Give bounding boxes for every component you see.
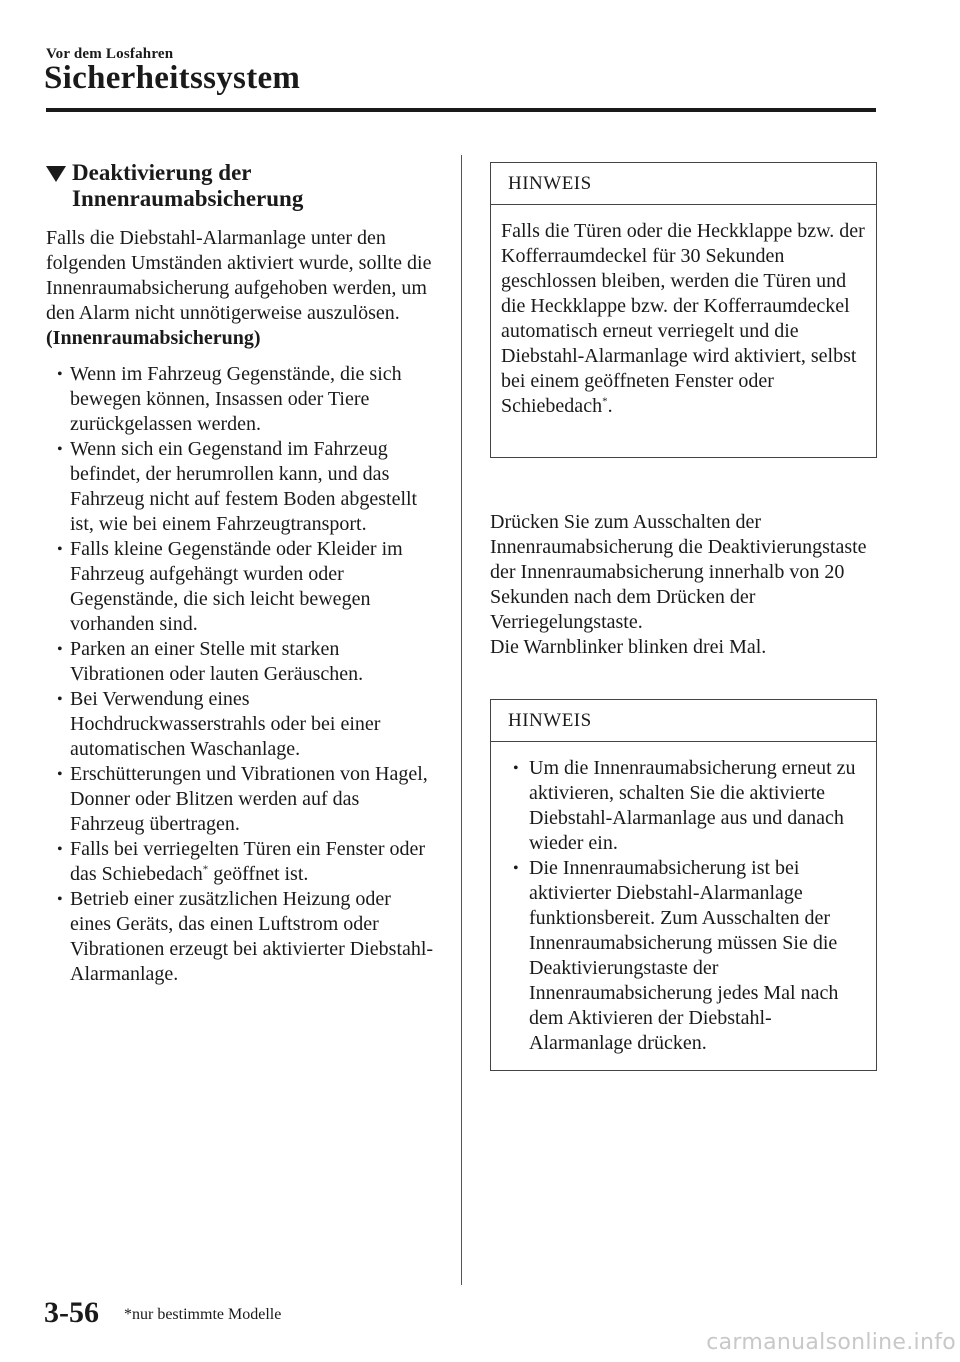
list-item: • Die Innenraumabsicherung ist bei aktivierter Diebstahl-Alarmanlage funktionsbereit. Zum Ausschalten der Innenraumabsicherung müssen Sie die Deaktivierungstaste der Innenraumabsicherung jedes Mal nach dem Aktivieren der Diebstahl-Alarmanlage drücken. [513,857,839,1054]
list-item: • Bei Verwendung eines Hochdruckwasserstrahls oder bei einer automatischen Waschanlage. [57,688,381,760]
left-column [46,160,436,987]
note-heading: HINWEIS [491,700,876,742]
page-number: 3-56 [44,1296,99,1329]
intro-paragraph: Falls die Diebstahl-Alarmanlage unter den folgenden Umständen aktiviert wurde, sollte die Innenraumabsicherung aufgehoben werden, um den Alarm nicht unnötigerweise auszulösen. [46,227,432,324]
note-body [491,742,876,1072]
list-item: • Erschütterungen und Vibrationen von Hagel, Donner oder Blitzen werden auf das Fahrzeug übertragen. [57,763,428,835]
list-item: • Um die Innenraumabsicherung erneut zu aktivieren, schalten Sie die aktivierte Diebstahl-Alarmanlage aus und danach wieder ein. [513,757,856,854]
heading-text [72,160,303,212]
header-rule [46,108,876,112]
list-item: • Falls kleine Gegenstände oder Kleider im Fahrzeug aufgehängt wurden oder Gegenstände, die sich leicht bewegen vorhanden sind. [57,538,403,635]
triangle-down-icon [46,166,66,182]
note-heading: HINWEIS [491,163,876,205]
condition-list [46,362,436,987]
column-divider [461,155,462,1285]
list-item: • Wenn im Fahrzeug Gegenstände, die sich bewegen können, Insassen oder Tiere zurückgelassen werden. [57,363,402,435]
list-item: • Betrieb einer zusätzlichen Heizung oder eines Geräts, das einen Luftstrom oder Vibrationen erzeugt bei aktivierter Diebstahl-Alarmanlage. [57,888,434,985]
note-box-1 [490,162,877,458]
note-list [501,756,866,1056]
list-item: • Wenn sich ein Gegenstand im Fahrzeug befindet, der herumrollen kann, und das Fahrzeug nicht auf festem Boden abgestellt ist, wie bei einem Fahrzeugtransport. [57,438,418,535]
asterisk-marker: * [202,863,209,876]
footnote: *nur bestimmte Modelle [124,1306,282,1323]
note-body: Falls die Türen oder die Heckklappe bzw. der Kofferraumdeckel für 30 Sekunden geschlossen bleiben, werden die Türen und die Heckklappe bzw. der Kofferraumdeckel automatisch erneut verriegelt und die Diebstahl-Alarmanlage wird aktiviert, selbst bei einem geöffneten Fenster oder Schiebedach*. [501,220,865,417]
instruction-paragraph: Drücken Sie zum Ausschalten der Innenraumabsicherung die Deaktivierungstaste der Innenraumabsicherung innerhalb von 20 Sekunden nach dem Drücken der Verriegelungstaste. Die Warnblinker blinken drei Mal. [490,511,867,658]
watermark: carmanualsonline.info [706,1330,956,1355]
asterisk-marker: * [602,395,608,408]
right-column [490,162,877,1054]
heading-line-1: Deaktivierung der [72,160,252,185]
heading-line-2: Innenraumabsicherung [72,186,304,211]
list-item: • Falls bei verriegelten Türen ein Fenster oder das Schiebedach* geöffnet ist. [57,838,426,885]
section-label: Vor dem Losfahren [46,46,174,62]
list-item: • Parken an einer Stelle mit starken Vibrationen oder lauten Geräuschen. [57,638,364,685]
page-title: Sicherheitssystem [44,60,301,96]
note-box-2 [490,699,877,1071]
subheading-label: (Innenraumabsicherung) [46,327,261,349]
section-heading [46,160,436,212]
